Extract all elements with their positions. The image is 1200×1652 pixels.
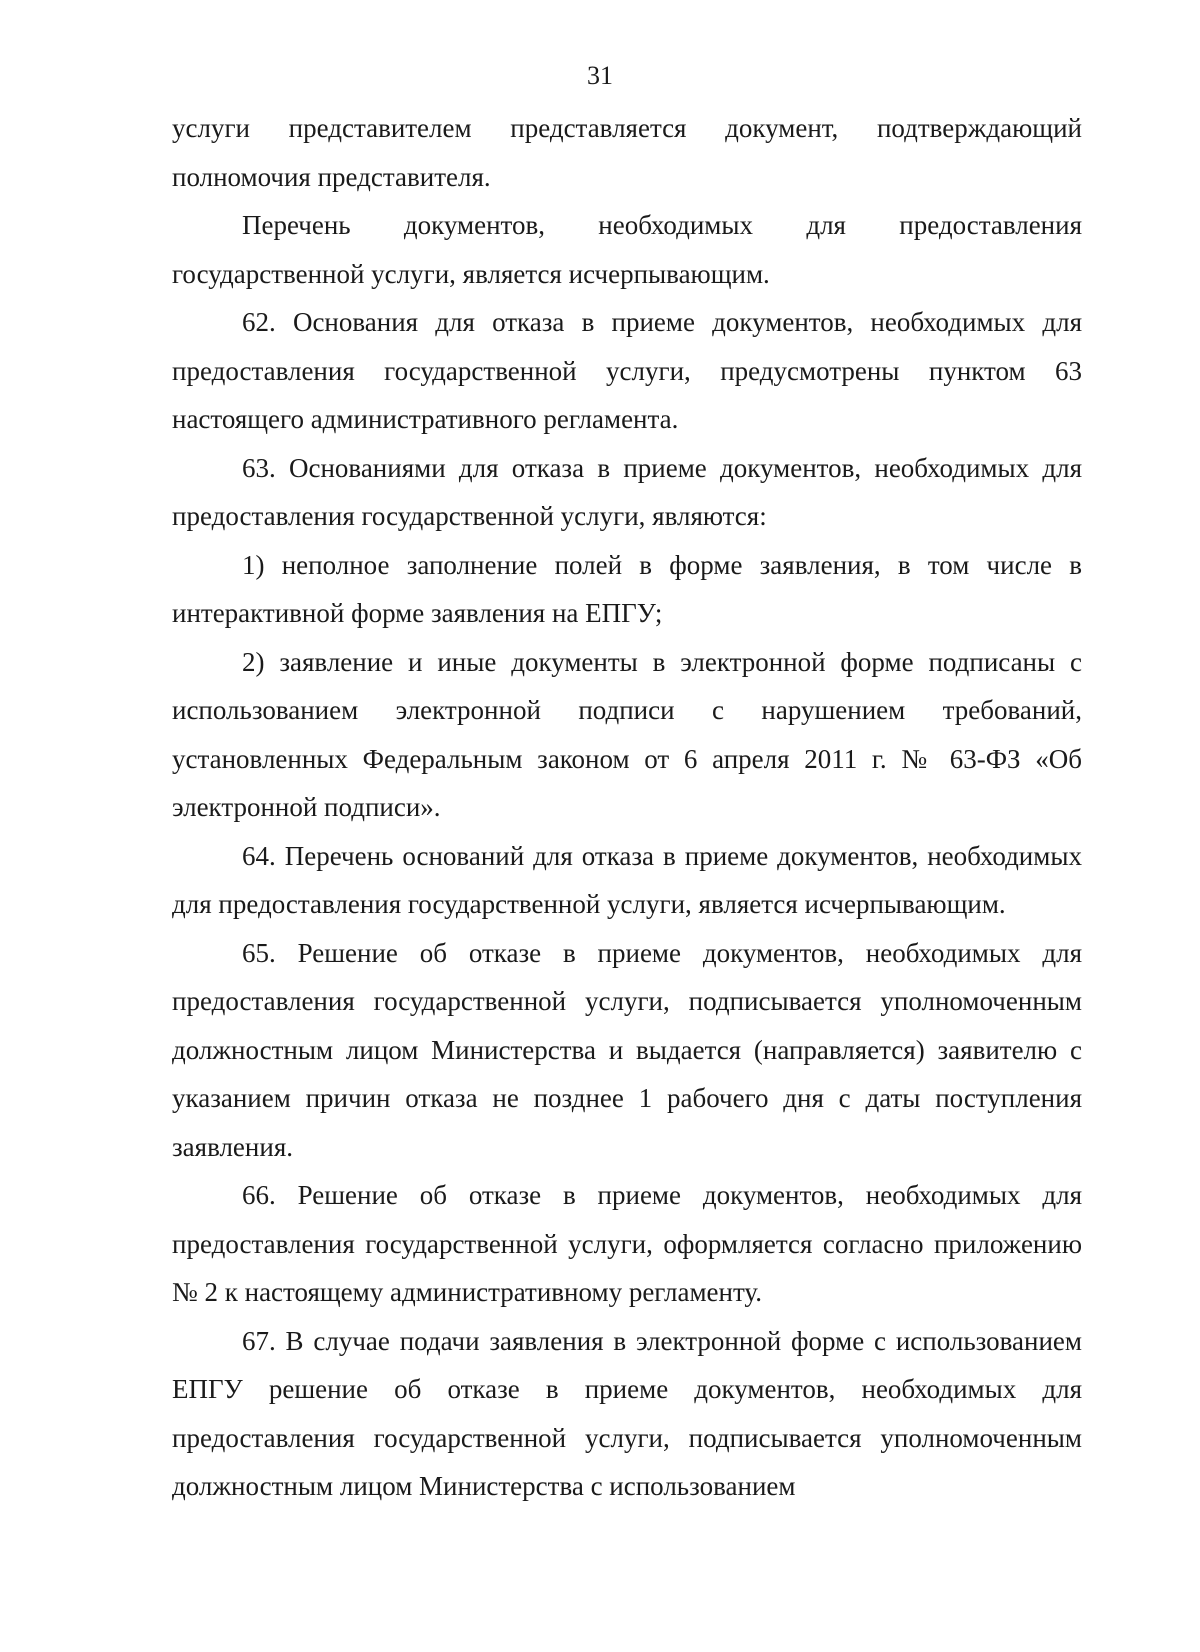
paragraph-65: 65. Решение об отказе в приеме документов, необходимых для предоставления государственной услуги, подписывается уполномоченным должностным лицом Министерства и выдается (направляется) заявителю с указанием причин отказа не позднее 1 рабочего дня с даты поступления заявления. bbox=[172, 937, 1082, 1162]
paragraph-continuation: услуги представителем представляется документ, подтверждающий полномочия представителя. bbox=[172, 113, 1082, 192]
paragraph-67: 67. В случае подачи заявления в электронной форме с использованием ЕПГУ решение об отказе в приеме документов, необходимых для предоставления государственной услуги, подписывается уполномоченным должностным лицом Министерства с использованием bbox=[172, 1325, 1082, 1501]
paragraph-document-list: Перечень документов, необходимых для предоставления государственной услуги, является исчерпывающим. bbox=[172, 210, 1082, 289]
paragraph-63-item-1: 1) неполное заполнение полей в форме заявления, в том числе в интерактивной форме заявления на ЕПГУ; bbox=[172, 549, 1082, 628]
paragraph-66: 66. Решение об отказе в приеме документов, необходимых для предоставления государственной услуги, оформляется согласно приложению № 2 к настоящему административному регламенту. bbox=[172, 1180, 1082, 1307]
paragraph-63: 63. Основаниями для отказа в приеме документов, необходимых для предоставления государственной услуги, являются: bbox=[172, 452, 1082, 531]
paragraph-62: 62. Основания для отказа в приеме документов, необходимых для предоставления государственной услуги, предусмотрены пунктом 63 настоящего административного регламента. bbox=[172, 307, 1082, 434]
page-number: 31 bbox=[587, 61, 613, 90]
paragraph-63-item-2: 2) заявление и иные документы в электронной форме подписаны с использованием электронной подписи с нарушением требований, установленных Федеральным законом от 6 апреля 2011 г. № 63-ФЗ «Об электронной подписи». bbox=[172, 646, 1082, 822]
document-body bbox=[172, 104, 1082, 1511]
paragraph-64: 64. Перечень оснований для отказа в приеме документов, необходимых для предоставления государственной услуги, является исчерпывающим. bbox=[172, 840, 1082, 919]
